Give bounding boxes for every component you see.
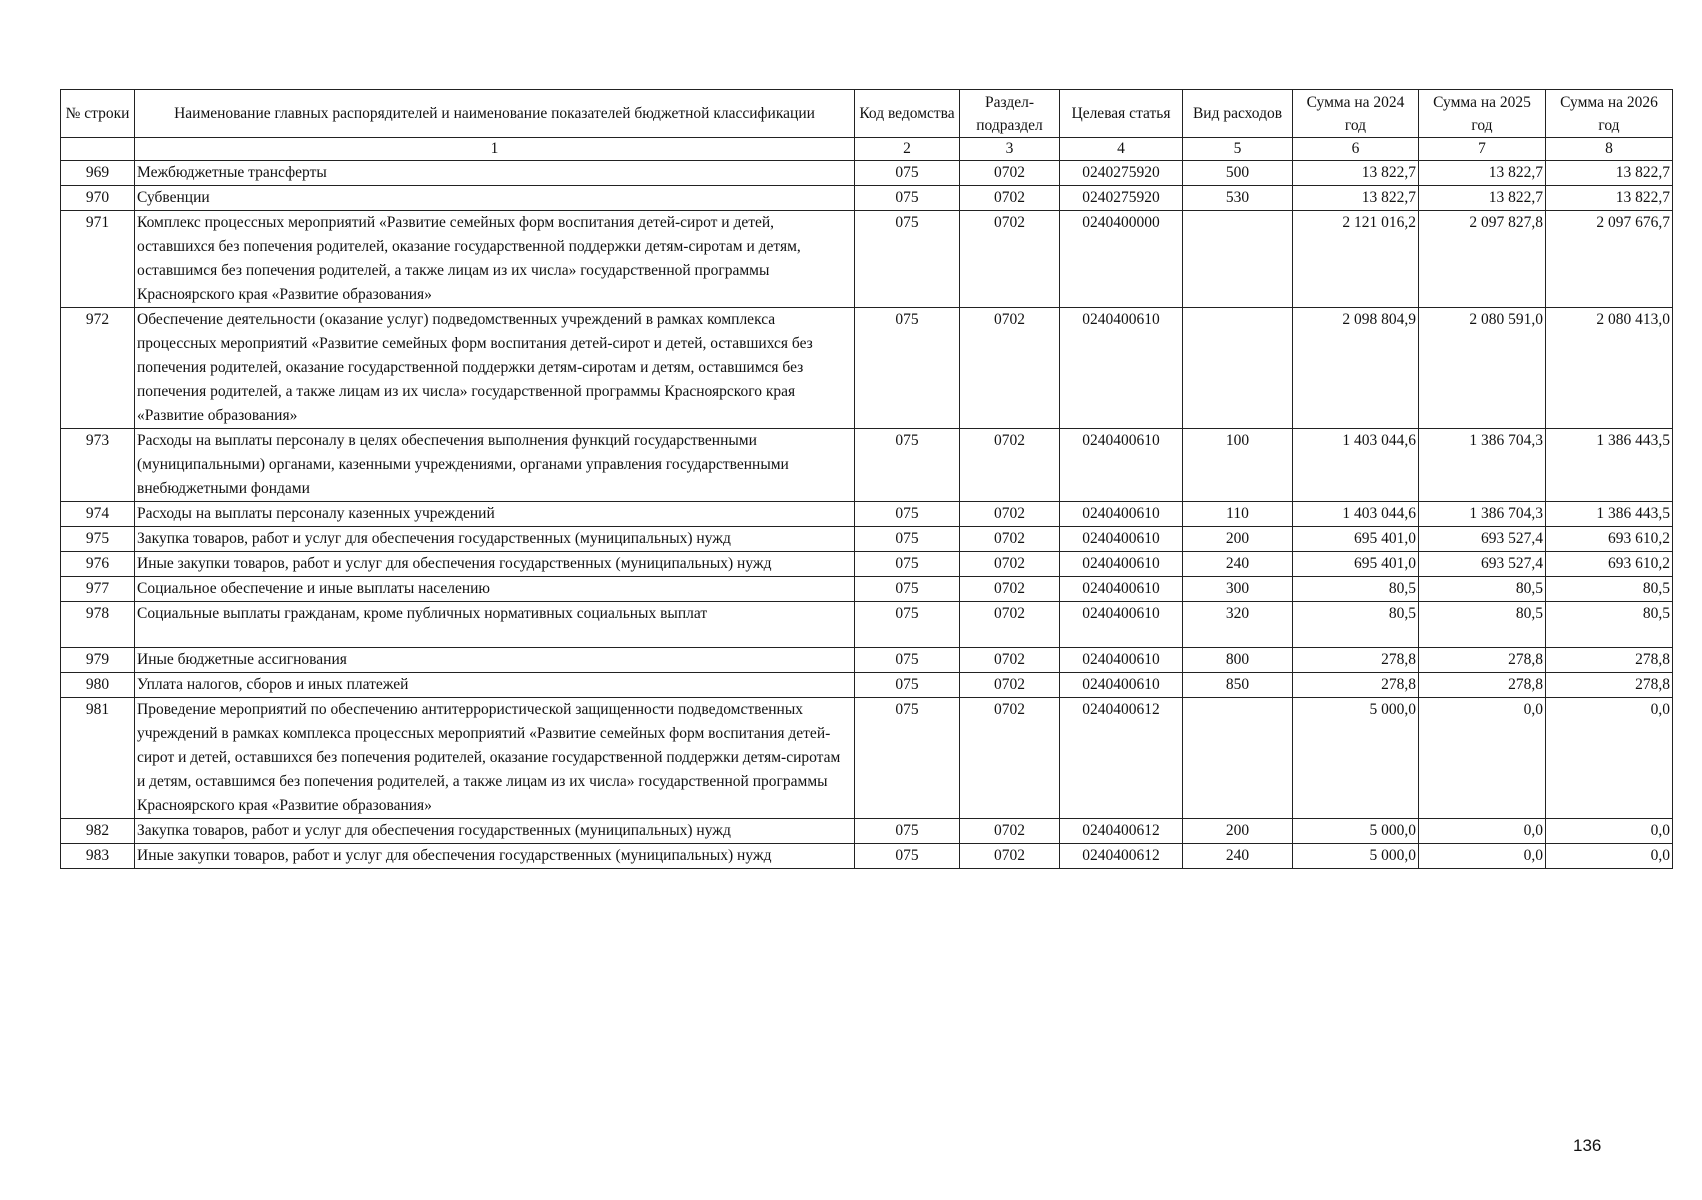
row-sum-2024: 80,5 <box>1293 602 1419 648</box>
row-sum-2026: 278,8 <box>1546 648 1673 673</box>
row-section: 0702 <box>960 577 1060 602</box>
table-row <box>61 648 1673 673</box>
row-section: 0702 <box>960 844 1060 869</box>
col-number: 8 <box>1546 138 1673 161</box>
row-exp-type: 100 <box>1183 429 1293 502</box>
row-sum-2024: 278,8 <box>1293 673 1419 698</box>
row-number: 969 <box>61 161 135 186</box>
row-exp-type: 300 <box>1183 577 1293 602</box>
row-dept-code: 075 <box>855 602 960 648</box>
row-sum-2025: 278,8 <box>1419 673 1546 698</box>
row-section: 0702 <box>960 552 1060 577</box>
row-number: 970 <box>61 186 135 211</box>
row-exp-type <box>1183 308 1293 429</box>
table-row <box>61 161 1673 186</box>
row-section: 0702 <box>960 186 1060 211</box>
row-target: 0240400610 <box>1060 602 1183 648</box>
row-sum-2024: 695 401,0 <box>1293 527 1419 552</box>
row-target: 0240400610 <box>1060 308 1183 429</box>
row-exp-type: 200 <box>1183 527 1293 552</box>
row-section: 0702 <box>960 648 1060 673</box>
header-row-no: № строки <box>61 90 135 138</box>
header-name: Наименование главных распорядителей и наименование показателей бюджетной классификации <box>135 90 855 138</box>
row-name: Закупка товаров, работ и услуг для обеспечения государственных (муниципальных) нужд <box>135 819 855 844</box>
header-sum-2026: Сумма на 2026 год <box>1546 90 1673 138</box>
row-sum-2024: 80,5 <box>1293 577 1419 602</box>
row-sum-2025: 1 386 704,3 <box>1419 429 1546 502</box>
row-dept-code: 075 <box>855 161 960 186</box>
row-sum-2026: 693 610,2 <box>1546 527 1673 552</box>
table-row <box>61 819 1673 844</box>
row-sum-2026: 0,0 <box>1546 819 1673 844</box>
row-sum-2025: 13 822,7 <box>1419 161 1546 186</box>
table-row <box>61 698 1673 819</box>
row-name: Иные закупки товаров, работ и услуг для обеспечения государственных (муниципальных) нужд <box>135 844 855 869</box>
row-exp-type: 530 <box>1183 186 1293 211</box>
row-number: 975 <box>61 527 135 552</box>
row-exp-type: 500 <box>1183 161 1293 186</box>
row-sum-2024: 2 121 016,2 <box>1293 211 1419 308</box>
row-target: 0240400610 <box>1060 673 1183 698</box>
row-sum-2025: 13 822,7 <box>1419 186 1546 211</box>
row-sum-2026: 2 080 413,0 <box>1546 308 1673 429</box>
row-sum-2024: 1 403 044,6 <box>1293 429 1419 502</box>
row-number: 972 <box>61 308 135 429</box>
table-row <box>61 186 1673 211</box>
row-target: 0240400612 <box>1060 819 1183 844</box>
row-dept-code: 075 <box>855 502 960 527</box>
table-row <box>61 844 1673 869</box>
header-sum-2024: Сумма на 2024 год <box>1293 90 1419 138</box>
row-sum-2025: 278,8 <box>1419 648 1546 673</box>
table-row <box>61 308 1673 429</box>
row-sum-2026: 0,0 <box>1546 844 1673 869</box>
table-row <box>61 552 1673 577</box>
table-row <box>61 502 1673 527</box>
row-name: Субвенции <box>135 186 855 211</box>
row-sum-2026: 0,0 <box>1546 698 1673 819</box>
row-sum-2026: 278,8 <box>1546 673 1673 698</box>
row-name: Социальные выплаты гражданам, кроме публичных нормативных социальных выплат <box>135 602 855 648</box>
row-dept-code: 075 <box>855 577 960 602</box>
table-row <box>61 429 1673 502</box>
row-sum-2025: 80,5 <box>1419 602 1546 648</box>
row-dept-code: 075 <box>855 673 960 698</box>
header-section: Раздел-подраздел <box>960 90 1060 138</box>
row-section: 0702 <box>960 429 1060 502</box>
row-sum-2024: 13 822,7 <box>1293 186 1419 211</box>
col-number: 3 <box>960 138 1060 161</box>
row-number: 971 <box>61 211 135 308</box>
row-sum-2026: 13 822,7 <box>1546 186 1673 211</box>
row-exp-type <box>1183 698 1293 819</box>
row-sum-2026: 80,5 <box>1546 602 1673 648</box>
row-number: 978 <box>61 602 135 648</box>
row-number: 980 <box>61 673 135 698</box>
row-number: 983 <box>61 844 135 869</box>
header-dept-code: Код ведомства <box>855 90 960 138</box>
row-target: 0240275920 <box>1060 186 1183 211</box>
row-sum-2024: 278,8 <box>1293 648 1419 673</box>
row-number: 973 <box>61 429 135 502</box>
row-name: Уплата налогов, сборов и иных платежей <box>135 673 855 698</box>
row-target: 0240400610 <box>1060 502 1183 527</box>
row-dept-code: 075 <box>855 648 960 673</box>
row-sum-2025: 1 386 704,3 <box>1419 502 1546 527</box>
table-row <box>61 211 1673 308</box>
col-number: 4 <box>1060 138 1183 161</box>
row-name: Иные закупки товаров, работ и услуг для обеспечения государственных (муниципальных) нужд <box>135 552 855 577</box>
row-number: 974 <box>61 502 135 527</box>
row-dept-code: 075 <box>855 819 960 844</box>
page-number: 136 <box>1573 1136 1602 1155</box>
row-dept-code: 075 <box>855 308 960 429</box>
row-exp-type: 320 <box>1183 602 1293 648</box>
row-dept-code: 075 <box>855 211 960 308</box>
col-number: 7 <box>1419 138 1546 161</box>
row-exp-type: 800 <box>1183 648 1293 673</box>
row-section: 0702 <box>960 211 1060 308</box>
row-sum-2026: 1 386 443,5 <box>1546 429 1673 502</box>
header-row <box>61 90 1673 138</box>
row-name: Иные бюджетные ассигнования <box>135 648 855 673</box>
row-target: 0240400000 <box>1060 211 1183 308</box>
header-target: Целевая статья <box>1060 90 1183 138</box>
row-sum-2025: 0,0 <box>1419 844 1546 869</box>
row-name: Социальное обеспечение и иные выплаты населению <box>135 577 855 602</box>
row-sum-2025: 0,0 <box>1419 819 1546 844</box>
row-exp-type: 850 <box>1183 673 1293 698</box>
col-number: 1 <box>135 138 855 161</box>
table-row <box>61 602 1673 648</box>
row-exp-type: 240 <box>1183 552 1293 577</box>
row-dept-code: 075 <box>855 698 960 819</box>
row-name: Обеспечение деятельности (оказание услуг) подведомственных учреждений в рамках комплекса процессных мероприятий «Развитие семейных форм воспитания детей-сирот и детей, оставшихся без попечения родителей, оказание государственной поддержки детям-сиротам и детям, оставшимся без попечения родителей, а также лицам из их числа» государственной программы Красноярского края «Развитие образования» <box>135 308 855 429</box>
row-section: 0702 <box>960 527 1060 552</box>
header-exp-type: Вид расходов <box>1183 90 1293 138</box>
row-target: 0240400610 <box>1060 429 1183 502</box>
row-number: 981 <box>61 698 135 819</box>
row-sum-2026: 693 610,2 <box>1546 552 1673 577</box>
row-sum-2024: 5 000,0 <box>1293 698 1419 819</box>
row-sum-2025: 0,0 <box>1419 698 1546 819</box>
row-target: 0240400612 <box>1060 698 1183 819</box>
table-body <box>61 161 1673 869</box>
row-section: 0702 <box>960 602 1060 648</box>
row-section: 0702 <box>960 673 1060 698</box>
row-number: 982 <box>61 819 135 844</box>
table-row <box>61 673 1673 698</box>
table-row <box>61 527 1673 552</box>
row-target: 0240400610 <box>1060 552 1183 577</box>
row-sum-2024: 695 401,0 <box>1293 552 1419 577</box>
row-name: Проведение мероприятий по обеспечению антитеррористической защищенности подведомственных учреждений в рамках комплекса процессных мероприятий «Развитие семейных форм воспитания детей-сирот и детей, оставшихся без попечения родителей, оказание государственной поддержки детям-сиротам и детям, оставшимся без попечения родителей, а также лицам из их числа» государственной программы Красноярского края «Развитие образования» <box>135 698 855 819</box>
row-sum-2025: 693 527,4 <box>1419 552 1546 577</box>
row-dept-code: 075 <box>855 429 960 502</box>
row-target: 0240400610 <box>1060 527 1183 552</box>
row-target: 0240400610 <box>1060 577 1183 602</box>
row-section: 0702 <box>960 161 1060 186</box>
row-dept-code: 075 <box>855 527 960 552</box>
row-name: Расходы на выплаты персоналу казенных учреждений <box>135 502 855 527</box>
row-sum-2024: 5 000,0 <box>1293 819 1419 844</box>
col-number: 6 <box>1293 138 1419 161</box>
row-exp-type: 240 <box>1183 844 1293 869</box>
header-sum-2025: Сумма на 2025 год <box>1419 90 1546 138</box>
row-sum-2024: 13 822,7 <box>1293 161 1419 186</box>
row-number: 976 <box>61 552 135 577</box>
col-number: 5 <box>1183 138 1293 161</box>
row-name: Закупка товаров, работ и услуг для обеспечения государственных (муниципальных) нужд <box>135 527 855 552</box>
row-sum-2026: 1 386 443,5 <box>1546 502 1673 527</box>
row-exp-type <box>1183 211 1293 308</box>
row-exp-type: 110 <box>1183 502 1293 527</box>
row-target: 0240400610 <box>1060 648 1183 673</box>
row-name: Расходы на выплаты персоналу в целях обеспечения выполнения функций государственными (муниципальными) органами, казенными учреждениями, органами управления государственными внебюджетными фондами <box>135 429 855 502</box>
row-number: 979 <box>61 648 135 673</box>
row-sum-2024: 2 098 804,9 <box>1293 308 1419 429</box>
row-sum-2025: 80,5 <box>1419 577 1546 602</box>
row-dept-code: 075 <box>855 844 960 869</box>
row-sum-2024: 1 403 044,6 <box>1293 502 1419 527</box>
row-dept-code: 075 <box>855 552 960 577</box>
row-sum-2025: 693 527,4 <box>1419 527 1546 552</box>
row-section: 0702 <box>960 308 1060 429</box>
row-dept-code: 075 <box>855 186 960 211</box>
budget-table <box>60 89 1673 869</box>
row-sum-2024: 5 000,0 <box>1293 844 1419 869</box>
row-number: 977 <box>61 577 135 602</box>
row-sum-2025: 2 080 591,0 <box>1419 308 1546 429</box>
row-sum-2026: 80,5 <box>1546 577 1673 602</box>
row-exp-type: 200 <box>1183 819 1293 844</box>
row-sum-2026: 13 822,7 <box>1546 161 1673 186</box>
row-name: Межбюджетные трансферты <box>135 161 855 186</box>
row-section: 0702 <box>960 698 1060 819</box>
row-sum-2026: 2 097 676,7 <box>1546 211 1673 308</box>
row-target: 0240400612 <box>1060 844 1183 869</box>
row-section: 0702 <box>960 819 1060 844</box>
column-number-row <box>61 138 1673 161</box>
col-number <box>61 138 135 161</box>
row-sum-2025: 2 097 827,8 <box>1419 211 1546 308</box>
row-name: Комплекс процессных мероприятий «Развитие семейных форм воспитания детей-сирот и детей, оставшихся без попечения родителей, оказание государственной поддержки детям-сиротам и детям, оставшимся без попечения родителей, а также лицам из их числа» государственной программы Красноярского края «Развитие образования» <box>135 211 855 308</box>
table-row <box>61 577 1673 602</box>
row-target: 0240275920 <box>1060 161 1183 186</box>
row-section: 0702 <box>960 502 1060 527</box>
col-number: 2 <box>855 138 960 161</box>
